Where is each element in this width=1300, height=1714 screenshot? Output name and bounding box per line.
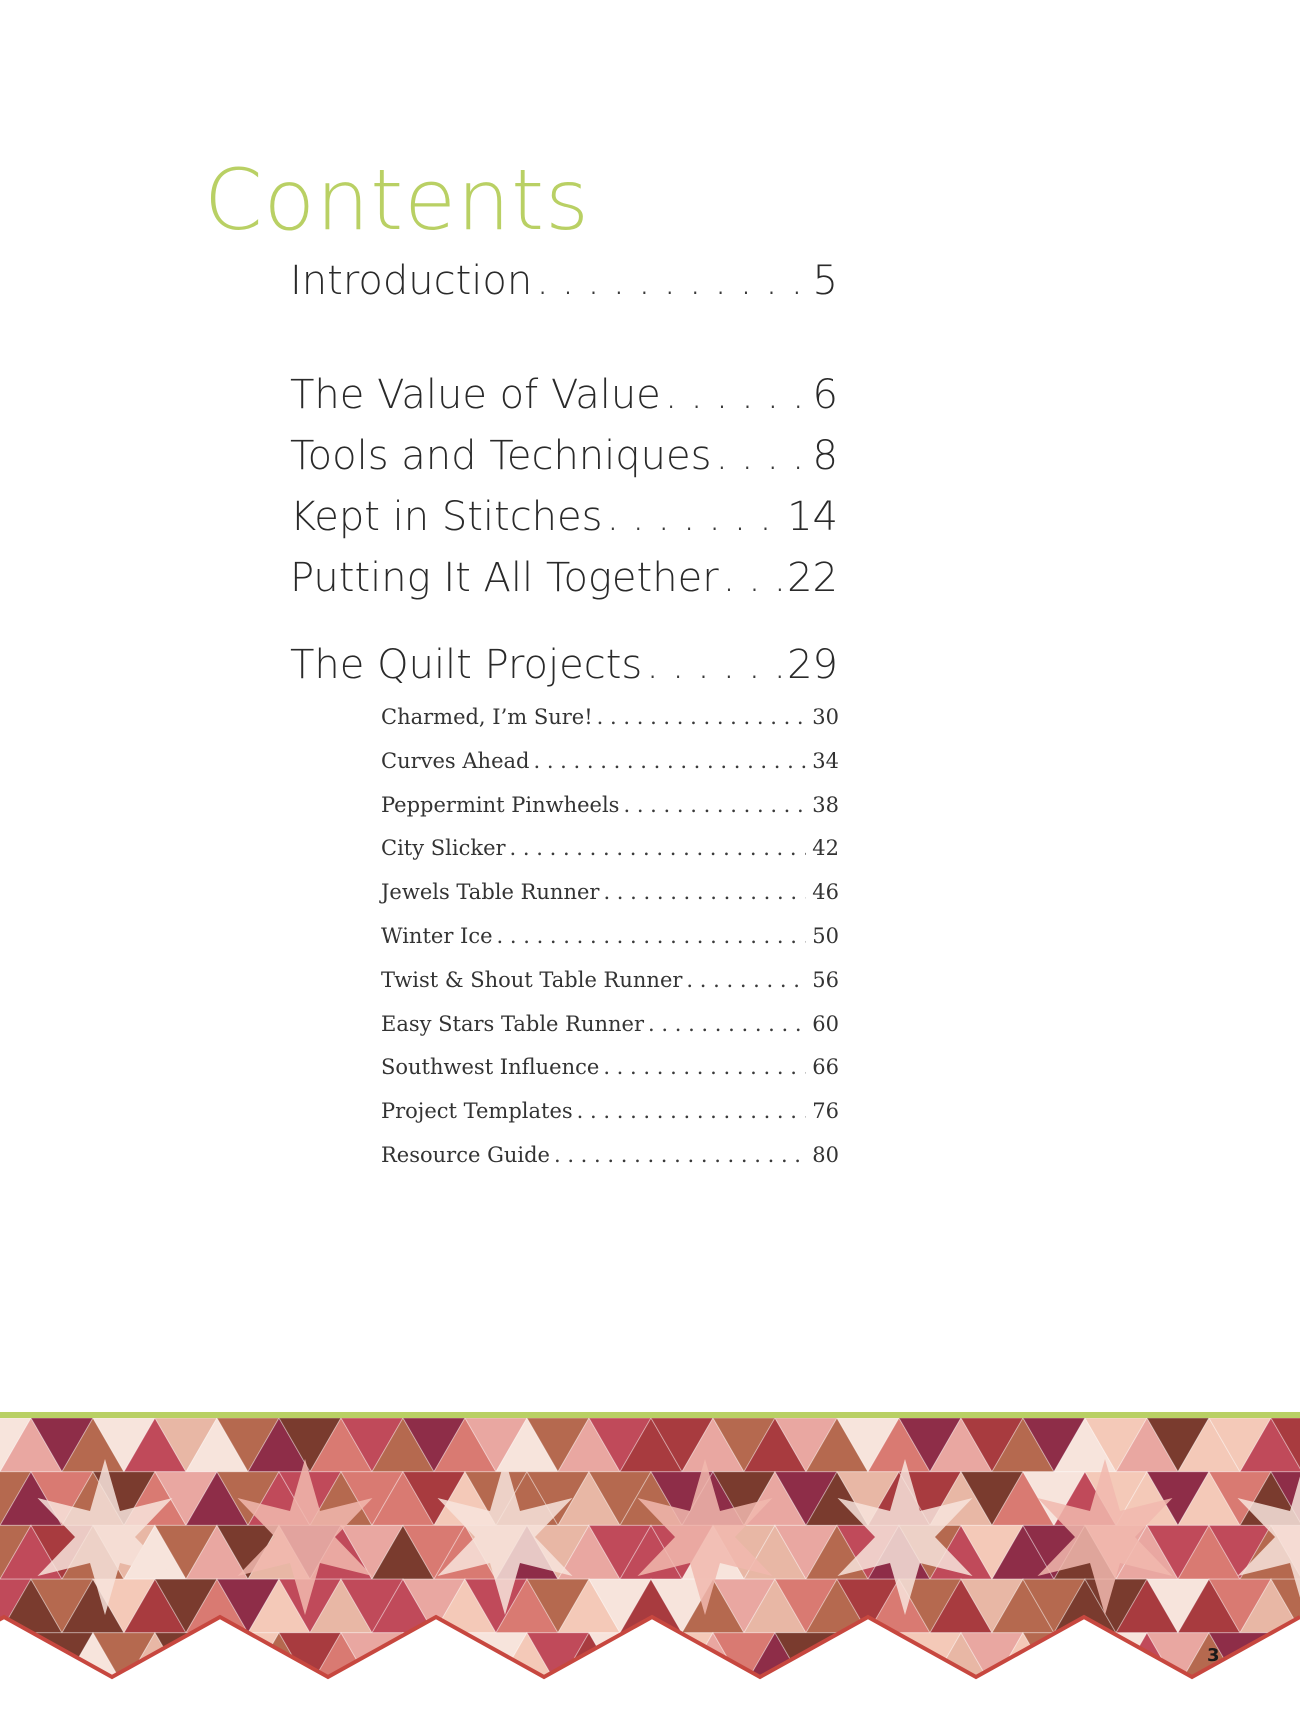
quilt-pattern-graphic	[0, 1412, 1300, 1714]
quilt-patch	[1271, 1633, 1300, 1687]
toc-leader-dots	[597, 696, 807, 740]
quilt-patch	[496, 1687, 558, 1714]
toc-leader-dots	[603, 871, 806, 915]
toc-entry-page: 34	[812, 748, 839, 773]
quilt-patch	[589, 1687, 651, 1714]
quilt-patch	[837, 1687, 899, 1714]
toc-project-entry[interactable]	[381, 959, 839, 1003]
toc-entry-label: Resource Guide	[381, 1142, 550, 1167]
toc-leader-dots	[533, 740, 806, 784]
quilt-patch	[31, 1687, 93, 1714]
quilt-patch	[1054, 1687, 1116, 1714]
quilt-patch	[124, 1687, 186, 1714]
toc-entry-label: The Value of Value	[290, 372, 661, 418]
quilt-patch	[310, 1687, 372, 1714]
green-top-rule	[0, 1412, 1300, 1418]
toc-leader-dots	[536, 251, 806, 312]
toc-project-entry[interactable]	[381, 827, 839, 871]
toc-entry-page: 66	[812, 1055, 839, 1080]
quilt-patch	[1271, 1687, 1300, 1714]
quilt-patch	[1178, 1687, 1240, 1714]
toc-entry-tools-and-techniques[interactable]	[290, 426, 838, 487]
toc-entry-page: 29	[787, 642, 838, 688]
toc-entry-label: Curves Ahead	[381, 748, 530, 773]
toc-entry-label: Twist & Shout Table Runner	[381, 967, 683, 992]
toc-entry-page: 5	[812, 258, 838, 304]
toc-leader-dots	[510, 827, 807, 871]
quilt-patch	[651, 1633, 713, 1687]
toc-project-entry[interactable]	[381, 1090, 839, 1134]
quilt-patch	[341, 1687, 403, 1714]
toc-entry-label: City Slicker	[381, 836, 506, 861]
quilt-patch	[651, 1687, 713, 1714]
quilt-patch	[961, 1687, 1023, 1714]
toc-leader-dots	[603, 1046, 806, 1090]
quilt-patch	[186, 1633, 248, 1687]
toc-leader-dots	[554, 1134, 806, 1178]
quilt-border-image	[0, 1412, 1300, 1714]
toc-group-intro	[290, 251, 838, 312]
toc-leader-dots	[648, 1003, 806, 1047]
toc-entry-page: 22	[787, 555, 838, 601]
toc-entry-page: 42	[812, 836, 839, 861]
quilt-patch	[1085, 1633, 1147, 1687]
quilt-patch	[0, 1687, 62, 1714]
quilt-patch	[837, 1633, 899, 1687]
quilt-patch	[930, 1687, 992, 1714]
toc-entry-page: 38	[812, 792, 839, 817]
quilt-patch	[589, 1633, 651, 1687]
quilt-patch	[155, 1687, 217, 1714]
toc-entry-label: Easy Stars Table Runner	[381, 1011, 645, 1036]
toc-entry-page: 50	[812, 923, 839, 948]
quilt-patch	[1209, 1687, 1271, 1714]
quilt-patch	[279, 1687, 341, 1714]
toc-entry-label: Putting It All Together	[290, 555, 719, 601]
quilt-patch	[217, 1687, 279, 1714]
quilt-patch	[403, 1633, 465, 1687]
toc-entry-quilt-projects[interactable]	[290, 635, 838, 696]
toc-project-entry[interactable]	[381, 740, 839, 784]
toc-entry-label: Tools and Techniques	[290, 433, 712, 479]
toc-entry-page: 8	[812, 433, 838, 479]
toc-entry-label: Charmed, I’m Sure!	[381, 705, 593, 729]
toc-entry-label: Southwest Influence	[381, 1055, 600, 1080]
quilt-patch	[806, 1687, 868, 1714]
quilt-patch	[434, 1687, 496, 1714]
quilt-patch	[1023, 1633, 1085, 1687]
toc-entry-label: Winter Ice	[381, 923, 493, 948]
toc-entry-page: 14	[787, 494, 838, 540]
quilt-patch	[992, 1687, 1054, 1714]
toc-entry-label: Peppermint Pinwheels	[381, 792, 620, 817]
quilt-patch	[372, 1687, 434, 1714]
quilt-patch	[775, 1687, 837, 1714]
toc-project-entry[interactable]	[381, 871, 839, 915]
toc-project-entry[interactable]	[381, 784, 839, 828]
toc-entry-label: Kept in Stitches	[290, 494, 603, 540]
toc-entry-label: The Quilt Projects	[290, 642, 643, 688]
quilt-patch	[217, 1633, 279, 1687]
quilt-patch	[620, 1687, 682, 1714]
toc-entry-value-of-value[interactable]	[290, 365, 838, 426]
toc-entry-label: Project Templates	[381, 1099, 573, 1124]
toc-leader-dots	[577, 1090, 807, 1134]
toc-entry-page: 30	[812, 705, 839, 729]
toc-group-projects-heading	[290, 635, 838, 696]
quilt-patch	[1054, 1633, 1116, 1687]
page-number: 3	[1207, 1645, 1220, 1666]
toc-leader-dots	[686, 959, 806, 1003]
toc-project-entry[interactable]	[381, 696, 839, 740]
quilt-patch	[899, 1687, 961, 1714]
toc-project-entry[interactable]	[381, 915, 839, 959]
quilt-patch	[682, 1687, 744, 1714]
toc-leader-dots	[665, 365, 807, 426]
quilt-patch	[1116, 1687, 1178, 1714]
quilt-patch	[1147, 1687, 1209, 1714]
quilt-patch	[62, 1687, 124, 1714]
toc-entry-putting-it-all-together[interactable]	[290, 548, 838, 609]
toc-entry-page: 76	[812, 1099, 839, 1124]
quilt-patch	[155, 1633, 217, 1687]
toc-leader-dots	[715, 426, 806, 487]
quilt-patch	[403, 1687, 465, 1714]
toc-project-list	[381, 696, 839, 1178]
quilt-patch	[1240, 1687, 1300, 1714]
quilt-patch	[248, 1687, 310, 1714]
quilt-patch	[93, 1687, 155, 1714]
quilt-patch	[558, 1687, 620, 1714]
quilt-patch	[0, 1633, 31, 1687]
toc-leader-dots	[623, 784, 806, 828]
quilt-patch	[527, 1687, 589, 1714]
quilt-patch	[713, 1687, 775, 1714]
quilt-patch	[744, 1687, 806, 1714]
toc-entry-kept-in-stitches[interactable]	[290, 487, 838, 548]
toc-entry-page: 60	[812, 1011, 839, 1036]
quilt-patch	[868, 1687, 930, 1714]
page-title: Contents	[204, 151, 590, 249]
toc-entry-page: 56	[812, 967, 839, 992]
quilt-patch	[620, 1633, 682, 1687]
toc-leader-dots	[646, 635, 781, 696]
quilt-patch	[465, 1687, 527, 1714]
quilt-patch	[0, 1687, 31, 1714]
toc-project-entry[interactable]	[381, 1046, 839, 1090]
toc-entry-label: Introduction	[290, 258, 533, 304]
toc-entry-label: Jewels Table Runner	[381, 880, 600, 905]
toc-group-basics	[290, 365, 838, 609]
toc-project-entry[interactable]	[381, 1003, 839, 1047]
toc-leader-dots	[606, 487, 781, 548]
quilt-patch	[1085, 1687, 1147, 1714]
toc-entry-page: 80	[812, 1142, 839, 1167]
toc-entry-introduction[interactable]	[290, 251, 838, 312]
quilt-patch	[186, 1687, 248, 1714]
toc-project-entry[interactable]	[381, 1134, 839, 1178]
toc-entry-page: 46	[812, 880, 839, 905]
toc-leader-dots	[497, 915, 807, 959]
toc-leader-dots	[723, 548, 781, 609]
quilt-patchwork	[0, 1418, 1300, 1714]
toc-entry-page: 6	[812, 372, 838, 418]
quilt-patch	[1023, 1687, 1085, 1714]
